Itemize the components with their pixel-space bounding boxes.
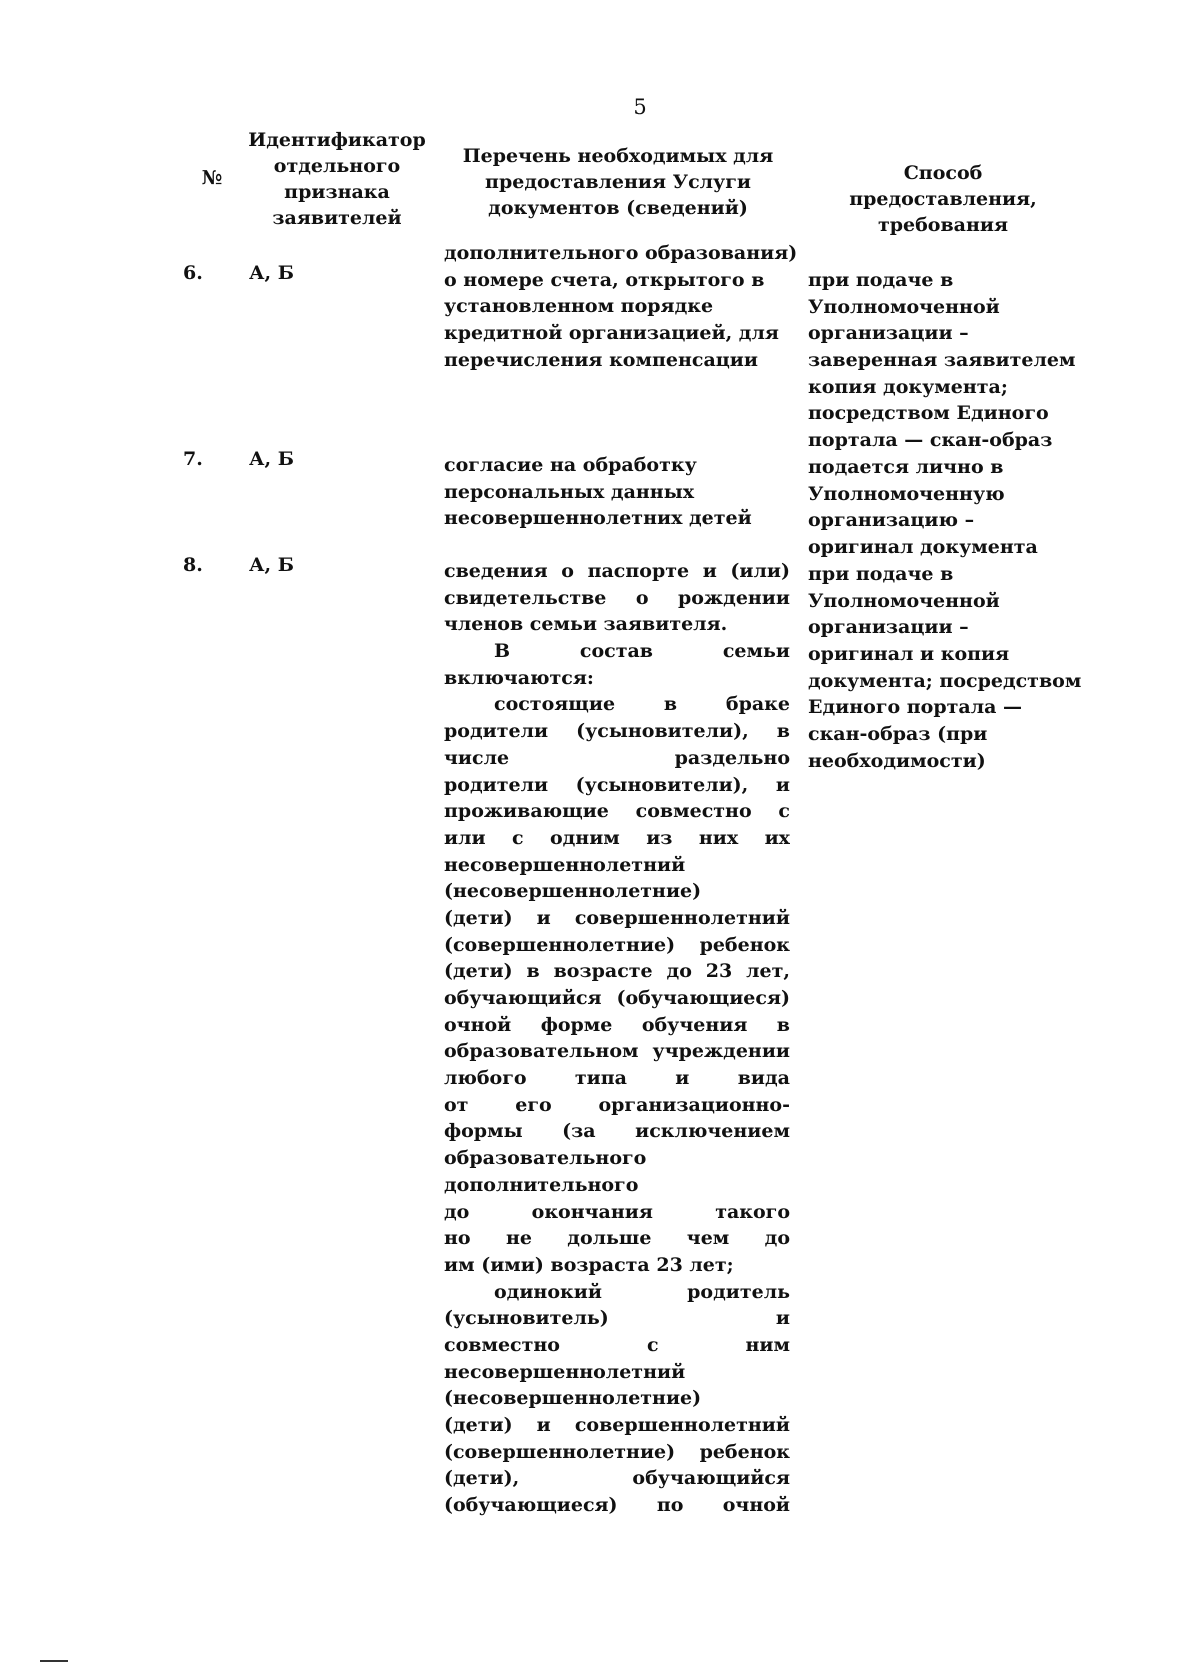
text-line: скан-образ (при <box>808 723 988 746</box>
row8-documents <box>444 558 790 1519</box>
text-line: им (ими) возраста 23 лет; <box>444 1253 734 1276</box>
text-line: оригинал документа <box>808 535 1038 558</box>
text-line: несовершеннолетний <box>444 853 686 876</box>
text-line: свидетельстве о рождении <box>444 586 790 609</box>
text-line: обучающийся (обучающиеся) <box>444 987 790 1009</box>
text-line: несовершеннолетний <box>444 1360 686 1383</box>
text-line: персональных данных <box>444 480 695 503</box>
text-line: организацию – <box>808 509 975 532</box>
text-line: очной форме обучения в <box>444 1013 790 1036</box>
text-line: (дети), обучающийся <box>444 1467 790 1490</box>
row-number-8: 8. <box>183 554 203 576</box>
text-line: организации – <box>808 322 969 345</box>
text-line: (несовершеннолетние) <box>444 880 702 903</box>
header-identifier-line: заявителей <box>272 207 402 229</box>
text-line: дополнительного <box>444 1173 639 1196</box>
row8-method <box>808 561 1082 775</box>
text-line: копия документа; <box>808 375 1008 398</box>
text-line: (усыновитель) и <box>444 1307 790 1330</box>
text-line: при подаче в <box>808 269 954 291</box>
text-line: от его организационно- <box>444 1093 790 1116</box>
page-number: 5 <box>633 95 647 119</box>
text-line: любого типа и вида <box>444 1067 790 1090</box>
header-identifier <box>248 127 426 231</box>
text-line: сведения о паспорте и (или) <box>444 560 790 582</box>
text-line: подается лично в <box>808 455 1004 478</box>
text-line: включаются: <box>444 666 594 689</box>
text-line: перечисления компенсации <box>444 348 758 371</box>
header-identifier-line: отдельного <box>273 155 401 177</box>
text-line: при подаче в <box>808 563 954 585</box>
row-ids-8: А, Б <box>249 554 294 576</box>
text-line: несовершеннолетних детей <box>444 507 752 530</box>
text-line: совместно с ним <box>444 1333 790 1356</box>
text-line: о номере счета, открытого в <box>444 268 765 291</box>
text-line: но не дольше чем до <box>444 1227 790 1250</box>
text-line: документа; посредством <box>808 669 1082 692</box>
row7-documents <box>444 452 790 532</box>
text-line: (обучающиеся) по очной <box>444 1494 790 1517</box>
text-line: родители (усыновители), в <box>444 720 790 743</box>
header-number: № <box>201 167 223 189</box>
header-method-line: Способ предоставления, <box>849 162 1037 210</box>
row-number-7: 7. <box>183 448 203 470</box>
text-line: (дети) и совершеннолетний <box>444 906 790 929</box>
header-documents-line: документов (сведений) <box>488 197 748 219</box>
text-line: формы (за исключением <box>444 1120 790 1143</box>
text-line: или с одним из них их <box>444 826 790 849</box>
text-line: (совершеннолетние) ребенок <box>444 933 790 956</box>
header-identifier-line: Идентификатор <box>248 129 426 151</box>
text-line: (несовершеннолетние) <box>444 1387 702 1410</box>
header-documents-line: предоставления Услуги <box>485 171 751 193</box>
text-line: родители (усыновители), и <box>444 773 790 796</box>
text-line: до окончания такого <box>444 1200 790 1223</box>
text-line: дополнительного образования) <box>444 242 798 264</box>
text-line: образовательном учреждении <box>444 1040 790 1063</box>
text-line: Единого портала — <box>808 696 1023 719</box>
row6-documents <box>444 240 798 373</box>
row-ids-7: А, Б <box>249 448 294 470</box>
text-line: (дети) и совершеннолетний <box>444 1414 790 1436</box>
text-line: согласие на обработку <box>444 454 697 476</box>
text-line: (дети) в возрасте до 23 лет, <box>444 960 790 983</box>
header-documents-line: Перечень необходимых для <box>462 145 774 167</box>
header-method-line: требования <box>877 214 1009 236</box>
text-line: членов семьи заявителя. <box>444 613 728 636</box>
row-number-6: 6. <box>183 262 203 284</box>
text-line: портала — скан-образ <box>808 429 1053 452</box>
header-documents-list <box>448 143 788 221</box>
text-line: посредством Единого <box>808 402 1049 425</box>
text-line: необходимости) <box>808 749 986 772</box>
text-line: числе раздельно <box>444 746 790 769</box>
text-line: Уполномоченной <box>808 589 1000 612</box>
header-method <box>808 160 1078 238</box>
text-line: организации – <box>808 616 969 639</box>
row6-7-method <box>808 267 1078 561</box>
text-line: установленном порядке <box>444 295 714 318</box>
text-line: Уполномоченную <box>808 482 1005 505</box>
text-line: кредитной организацией, для <box>444 322 779 345</box>
text-line: образовательного <box>444 1147 647 1170</box>
text-line: оригинал и копия <box>808 643 1010 666</box>
text-line: состоящие в браке <box>494 693 790 716</box>
text-line: заверенная заявителем <box>808 349 1076 372</box>
text-line: (совершеннолетние) ребенок <box>444 1440 790 1463</box>
text-line: одинокий родитель <box>494 1280 790 1303</box>
header-identifier-line: признака <box>284 181 390 203</box>
row-ids-6: А, Б <box>249 262 294 284</box>
text-line: проживающие совместно с <box>444 800 790 823</box>
text-line: Уполномоченной <box>808 295 1000 318</box>
text-line: В состав семьи <box>494 640 790 663</box>
margin-mark <box>40 1660 68 1662</box>
